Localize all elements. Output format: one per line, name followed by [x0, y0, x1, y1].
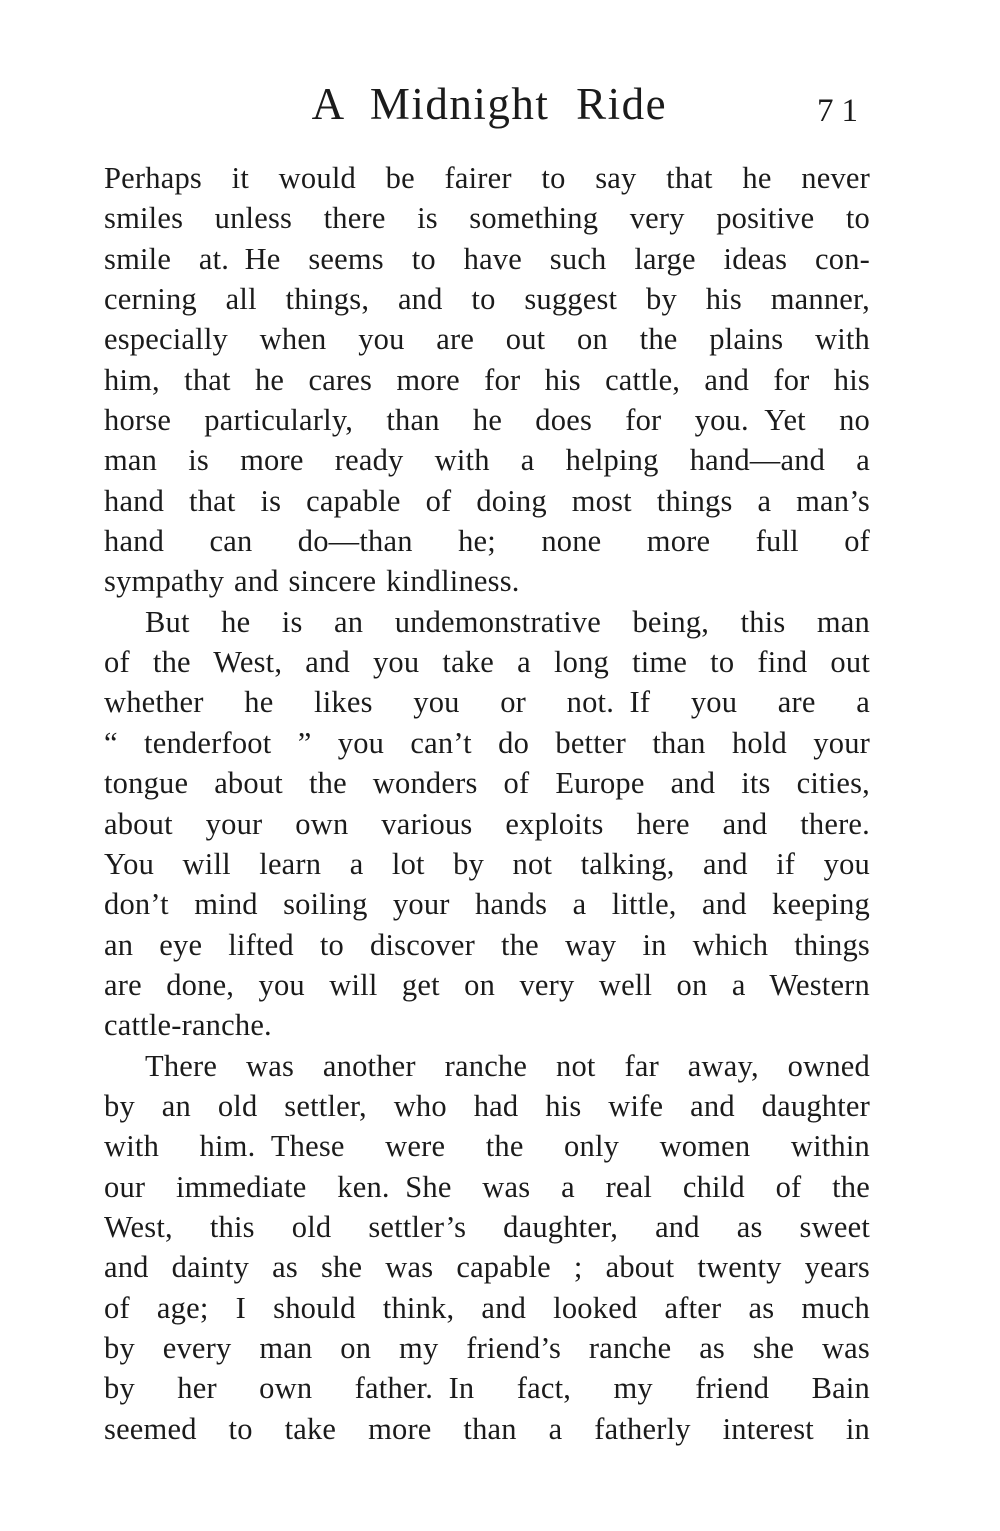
page-header [0, 0, 1000, 150]
paragraph [104, 1046, 870, 1449]
text-line: smiles unless there is something very positive to [104, 201, 870, 236]
text-line: by every man on my friend’s ranche as she was [104, 1330, 870, 1365]
text-line: an eye lifted to discover the way in which things [104, 927, 870, 962]
text-line: and dainty as she was capable ; about twenty years [104, 1250, 870, 1285]
text-line: by an old settler, who had his wife and daughter [104, 1088, 870, 1123]
text-line: West, this old settler’s daughter, and as sweet [104, 1209, 870, 1244]
text-line: hand that is capable of doing most things a man’s [104, 483, 870, 518]
text-line: tongue about the wonders of Europe and its cities, [104, 766, 870, 801]
text-line: whether he likes you or not. If you are a [104, 685, 870, 720]
text-line: “ tenderfoot ” you can’t do better than hold your [104, 725, 870, 760]
text-line: him, that he cares more for his cattle, and for his [104, 362, 870, 397]
text-line: Perhaps it would be fairer to say that he never [104, 161, 870, 195]
text-line: don’t mind soiling your hands a little, and keeping [104, 887, 870, 922]
text-line: by her own father. In fact, my friend Bain [104, 1371, 870, 1406]
text-line: are done, you will get on very well on a Western [104, 967, 870, 1002]
text-line: cattle-ranche. [104, 1008, 272, 1043]
text-line: sympathy and sincere kindliness. [104, 564, 520, 599]
text-line: of the West, and you take a long time to find out [104, 645, 870, 680]
text-line: cerning all things, and to suggest by his manner, [104, 282, 870, 317]
chapter-title: A Midnight Ride [311, 79, 668, 129]
text-line: But he is an undemonstrative being, this man [145, 604, 870, 639]
paragraph [104, 158, 870, 602]
text-line: with him. These were the only women within [104, 1129, 870, 1164]
text-line: smile at. He seems to have such large ideas con- [104, 241, 870, 276]
text-line: of age; I should think, and looked after as much [104, 1290, 870, 1325]
text-line: especially when you are out on the plains with [104, 322, 870, 357]
text-line: hand can do—than he; none more full of [104, 524, 870, 559]
paragraph [104, 602, 870, 1046]
text-line: You will learn a lot by not talking, and if you [104, 846, 870, 881]
text-line: about your own various exploits here and there. [104, 806, 870, 841]
page-number: 71 [817, 93, 866, 129]
page-body [104, 158, 870, 1449]
text-line: horse particularly, than he does for you. Yet no [104, 403, 870, 438]
text-line: seemed to take more than a fatherly interest in [104, 1411, 870, 1446]
text-line: man is more ready with a helping hand—and a [104, 443, 870, 478]
text-line: There was another ranche not far away, owned [145, 1048, 870, 1083]
text-line: our immediate ken. She was a real child of the [104, 1169, 870, 1204]
